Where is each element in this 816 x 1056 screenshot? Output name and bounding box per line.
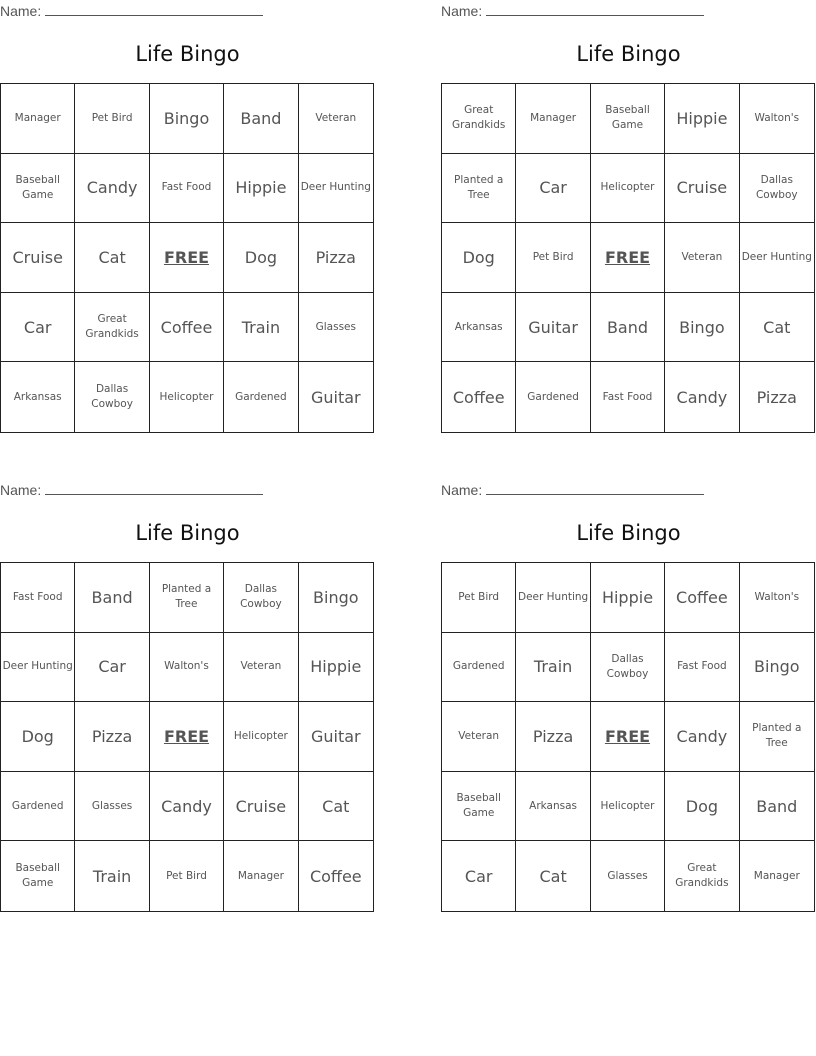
bingo-grid <box>0 83 374 433</box>
bingo-cell: Guitar <box>310 387 361 407</box>
name-line <box>45 481 263 495</box>
bingo-cell: Walton's <box>150 633 224 703</box>
name-line <box>486 481 704 495</box>
bingo-cell: Baseball Game <box>1 154 75 224</box>
bingo-cell: Pet Bird <box>150 841 224 911</box>
bingo-cell: Dallas Cowboy <box>591 633 665 703</box>
bingo-cell: Arkansas <box>442 293 516 363</box>
bingo-cell: Band <box>591 293 665 363</box>
bingo-cell: Cruise <box>224 772 298 842</box>
bingo-cell: Planted a Tree <box>442 154 516 224</box>
bingo-cell: Hippie <box>665 84 739 154</box>
bingo-cell: Glasses <box>299 293 373 363</box>
bingo-cell: Train <box>516 633 590 703</box>
card-title: Life Bingo <box>135 42 240 66</box>
bingo-cell: Guitar <box>299 702 373 772</box>
bingo-cell: Candy <box>75 154 149 224</box>
bingo-cell: Dog <box>442 223 516 293</box>
bingo-cell: Bingo <box>665 293 739 363</box>
bingo-cell: Fast Food <box>665 633 739 703</box>
bingo-cell: Veteran <box>224 633 298 703</box>
bingo-cell: Pizza <box>299 223 373 293</box>
bingo-cell: Dallas Cowboy <box>224 563 298 633</box>
bingo-cell: Deer Hunting <box>299 154 373 224</box>
bingo-cell: Bingo <box>299 563 373 633</box>
card-title: Life Bingo <box>576 521 681 545</box>
bingo-cell: Pizza <box>756 387 797 407</box>
bingo-cell: Gardened <box>1 772 75 842</box>
bingo-cell: Walton's <box>740 563 814 633</box>
bingo-cell: Car <box>75 633 149 703</box>
bingo-cell: Glasses <box>75 772 149 842</box>
bingo-cell: Fast Food <box>591 362 665 432</box>
bingo-cell: Pet Bird <box>516 223 590 293</box>
bingo-cell: Glasses <box>591 841 665 911</box>
bingo-cell: Hippie <box>299 633 373 703</box>
bingo-cell: Veteran <box>665 223 739 293</box>
bingo-cell: Manager <box>753 869 800 882</box>
bingo-cell: Cat <box>740 293 814 363</box>
bingo-cell: Arkansas <box>1 362 75 432</box>
name-label: Name: <box>441 482 483 498</box>
bingo-cell: Candy <box>665 362 739 432</box>
bingo-cell: Deer Hunting <box>1 633 75 703</box>
bingo-cell: Baseball Game <box>591 84 665 154</box>
bingo-cell: Helicopter <box>224 702 298 772</box>
bingo-cell: Great Grandkids <box>442 84 516 154</box>
name-field <box>441 2 704 19</box>
bingo-grid <box>441 83 815 433</box>
bingo-cell: Helicopter <box>150 362 224 432</box>
bingo-cell: Deer Hunting <box>516 563 590 633</box>
bingo-cell: Arkansas <box>516 772 590 842</box>
bingo-cell: Veteran <box>299 84 373 154</box>
bingo-cell: Pizza <box>75 702 149 772</box>
bingo-cell: Bingo <box>740 633 814 703</box>
name-line <box>45 2 263 16</box>
name-label: Name: <box>0 3 42 19</box>
bingo-cell: Great Grandkids <box>75 293 149 363</box>
bingo-cell: Veteran <box>442 702 516 772</box>
bingo-cell: Coffee <box>665 563 739 633</box>
bingo-cell: Bingo <box>150 84 224 154</box>
bingo-cell: Dallas Cowboy <box>740 154 814 224</box>
bingo-cell: Helicopter <box>591 772 665 842</box>
bingo-cell: Manager <box>224 841 298 911</box>
bingo-cell: Coffee <box>150 293 224 363</box>
bingo-cell: Gardened <box>442 633 516 703</box>
bingo-cell: Hippie <box>224 154 298 224</box>
name-field <box>0 481 263 498</box>
bingo-cell: Car <box>442 841 516 911</box>
bingo-cell: Cruise <box>1 223 75 293</box>
bingo-cell: Band <box>75 563 149 633</box>
bingo-cell: Fast Food <box>1 563 75 633</box>
bingo-cell: Dallas Cowboy <box>75 362 149 432</box>
bingo-cell: Guitar <box>516 293 590 363</box>
bingo-cell: Train <box>224 293 298 363</box>
bingo-cell: Cat <box>299 772 373 842</box>
bingo-cell: Dog <box>224 223 298 293</box>
bingo-cell: Walton's <box>740 84 814 154</box>
name-label: Name: <box>0 482 42 498</box>
card-title: Life Bingo <box>135 521 240 545</box>
bingo-cell: Hippie <box>591 563 665 633</box>
bingo-cell: Baseball Game <box>1 841 75 911</box>
free-space: FREE <box>150 223 224 293</box>
name-label: Name: <box>441 3 483 19</box>
bingo-cell: Cat <box>75 223 149 293</box>
name-field <box>0 2 263 19</box>
bingo-grid <box>441 562 815 912</box>
bingo-cell: Helicopter <box>591 154 665 224</box>
bingo-cell: Cruise <box>665 154 739 224</box>
bingo-cell: Candy <box>150 772 224 842</box>
bingo-cell: Deer Hunting <box>740 223 814 293</box>
bingo-cell: Dog <box>665 772 739 842</box>
card-title: Life Bingo <box>576 42 681 66</box>
bingo-cell: Cat <box>516 841 590 911</box>
free-space: FREE <box>591 702 665 772</box>
bingo-cell: Baseball Game <box>442 772 516 842</box>
bingo-cell: Great Grandkids <box>665 841 739 911</box>
bingo-cell: Car <box>516 154 590 224</box>
bingo-cell: Coffee <box>309 866 362 886</box>
bingo-cell: Train <box>75 841 149 911</box>
bingo-cell: Band <box>740 772 814 842</box>
bingo-cell: Gardened <box>516 362 590 432</box>
bingo-cell: Pet Bird <box>442 563 516 633</box>
bingo-cell: Candy <box>665 702 739 772</box>
bingo-cell: Manager <box>1 84 75 154</box>
bingo-cell: Dog <box>1 702 75 772</box>
bingo-cell: Fast Food <box>150 154 224 224</box>
bingo-cell: Pizza <box>516 702 590 772</box>
name-line <box>486 2 704 16</box>
bingo-cell: Pet Bird <box>75 84 149 154</box>
bingo-cell: Gardened <box>224 362 298 432</box>
bingo-cell: Manager <box>516 84 590 154</box>
bingo-grid <box>0 562 374 912</box>
free-space: FREE <box>591 223 665 293</box>
free-space: FREE <box>150 702 224 772</box>
bingo-cell: Planted a Tree <box>150 563 224 633</box>
bingo-cell: Car <box>1 293 75 363</box>
name-field <box>441 481 704 498</box>
bingo-cell: Planted a Tree <box>740 702 814 772</box>
bingo-cell: Coffee <box>442 362 516 432</box>
bingo-cell: Band <box>224 84 298 154</box>
